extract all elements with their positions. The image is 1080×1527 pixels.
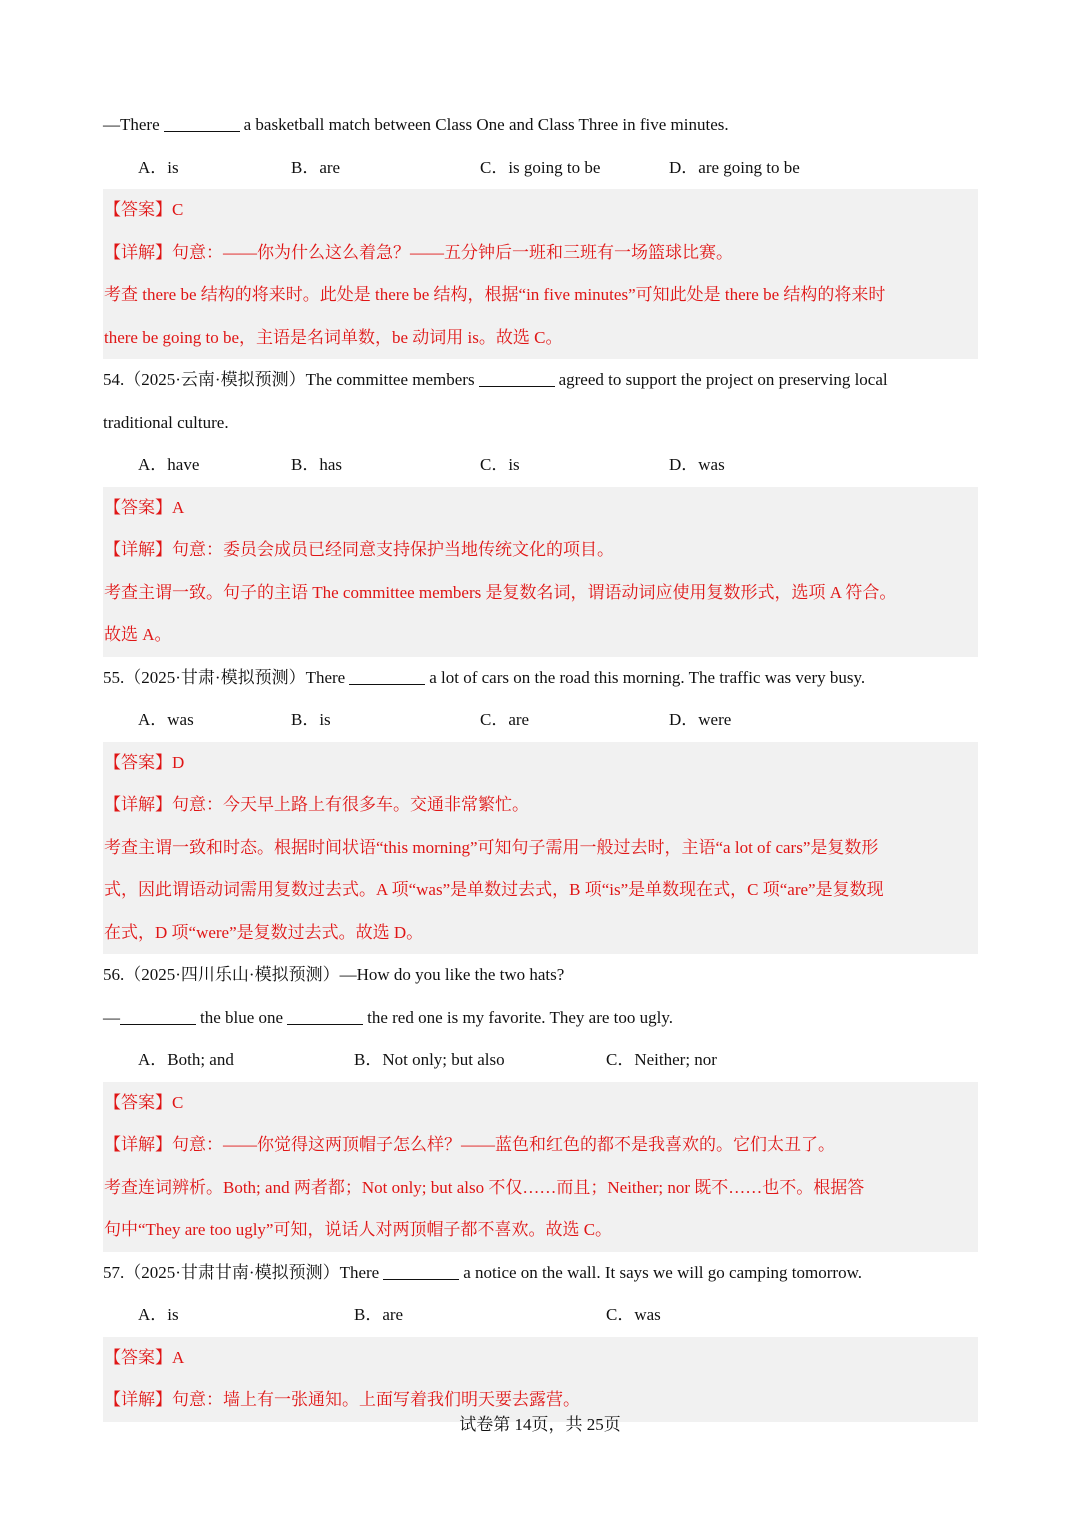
analysis-line: 考查主谓一致。句子的主语 The committee members 是复数名词，谓语动词应使用复数形式，选项 A 符合。 xyxy=(104,582,897,602)
question-54-options xyxy=(103,444,978,487)
analysis-line: 考查连词辨析。Both; and 两者都；Not only; but also 不仅……而且；Neither; nor 既不……也不。根据答 xyxy=(104,1177,865,1197)
question-56-stem-line2: — the blue one the red one is my favorite. They are too ugly. xyxy=(103,1007,674,1027)
question-55-answer-box xyxy=(103,742,978,955)
question-56-answer-box xyxy=(103,1082,978,1252)
answer-blank xyxy=(479,370,555,387)
question-54-stem-line2: traditional culture. xyxy=(103,412,229,432)
question-53-answer-box xyxy=(103,189,978,359)
detail-text: 【详解】句意：——你觉得这两顶帽子怎么样？——蓝色和红色的都不是我喜欢的。它们太丑了。 xyxy=(104,1135,835,1154)
option-c: C．is going to be xyxy=(480,157,601,177)
analysis-line: 在式，D 项“were”是复数过去式。故选 D。 xyxy=(104,922,424,942)
option-a: A．was xyxy=(138,710,194,729)
question-54-answer-box xyxy=(103,487,978,657)
question-57-stem: 57.（2025·甘肃甘南·模拟预测）There a notice on the wall. It says we will go camping tomorrow. xyxy=(103,1262,862,1282)
option-c: C．was xyxy=(606,1305,661,1324)
detail-text: 【详解】句意：委员会成员已经同意支持保护当地传统文化的项目。 xyxy=(104,540,614,559)
answer-label: 【答案】C xyxy=(104,1092,184,1112)
question-55-stem: 55.（2025·甘肃·模拟预测）There a lot of cars on the road this morning. The traffic was very busy. xyxy=(103,667,866,687)
question-57-options xyxy=(103,1294,978,1337)
analysis-line: 考查主谓一致和时态。根据时间状语“this morning”可知句子需用一般过去时，主语“a lot of cars”是复数形 xyxy=(104,837,879,857)
answer-blank xyxy=(287,1008,363,1025)
option-d: D．were xyxy=(669,710,732,729)
answer-label: 【答案】A xyxy=(104,1347,185,1367)
detail-text: 【详解】句意：——你为什么这么着急？——五分钟后一班和三班有一场篮球比赛。 xyxy=(104,242,733,262)
answer-blank xyxy=(383,1263,459,1280)
detail-text: 【详解】句意：墙上有一张通知。上面写着我们明天要去露营。 xyxy=(104,1390,580,1409)
detail-text: 【详解】句意：今天早上路上有很多车。交通非常繁忙。 xyxy=(104,795,529,814)
question-56-stem: 56.（2025·四川乐山·模拟预测）—How do you like the two hats? xyxy=(103,965,565,984)
question-55-options xyxy=(103,699,978,742)
analysis-line: 故选 A。 xyxy=(104,625,172,644)
question-53-stem: —There a basketball match between Class One and Class Three in five minutes. xyxy=(103,115,729,134)
question-53-options xyxy=(103,147,978,190)
option-b: B．are xyxy=(354,1305,404,1324)
analysis-line: 考查 there be 结构的将来时。此处是 there be 结构，根据“in five minutes”可知此处是 there be 结构的将来时 xyxy=(104,285,886,304)
answer-label: 【答案】C xyxy=(104,200,184,219)
option-b: B．has xyxy=(291,455,342,474)
option-a: A．is xyxy=(138,157,179,177)
page-footer: 试卷第 14页，共 25页 xyxy=(459,1415,621,1434)
option-a: A．is xyxy=(138,1305,179,1324)
analysis-line: 句中“They are too ugly”可知，说话人对两顶帽子都不喜欢。故选 C。 xyxy=(104,1220,613,1239)
option-b: B．Not only; but also xyxy=(354,1050,505,1069)
option-d: D．are going to be xyxy=(669,157,800,177)
answer-blank xyxy=(164,115,240,132)
answer-blank xyxy=(349,668,425,685)
analysis-line: 式，因此谓语动词需用复数过去式。A 项“was”是单数过去式，B 项“is”是单数现在式，C 项“are”是复数现 xyxy=(104,880,884,899)
answer-label: 【答案】D xyxy=(104,752,185,772)
option-a: A．Both; and xyxy=(138,1050,234,1069)
option-c: C．is xyxy=(480,455,520,474)
question-56-options xyxy=(103,1039,978,1082)
question-54-stem: 54.（2025·云南·模拟预测）The committee members agreed to support the project on preserving local xyxy=(103,370,888,389)
answer-blank xyxy=(120,1008,196,1025)
option-b: B．is xyxy=(291,710,331,729)
analysis-line: there be going to be，主语是名词单数，be 动词用 is。故选 C。 xyxy=(104,327,563,347)
option-b: B．are xyxy=(291,157,341,177)
question-57-answer-box xyxy=(103,1337,978,1422)
option-a: A．have xyxy=(138,455,200,474)
option-c: C．Neither; nor xyxy=(606,1050,717,1069)
option-d: D．was xyxy=(669,455,725,474)
option-c: C．are xyxy=(480,710,530,729)
exam-page xyxy=(103,104,978,1422)
answer-label: 【答案】A xyxy=(104,497,185,517)
